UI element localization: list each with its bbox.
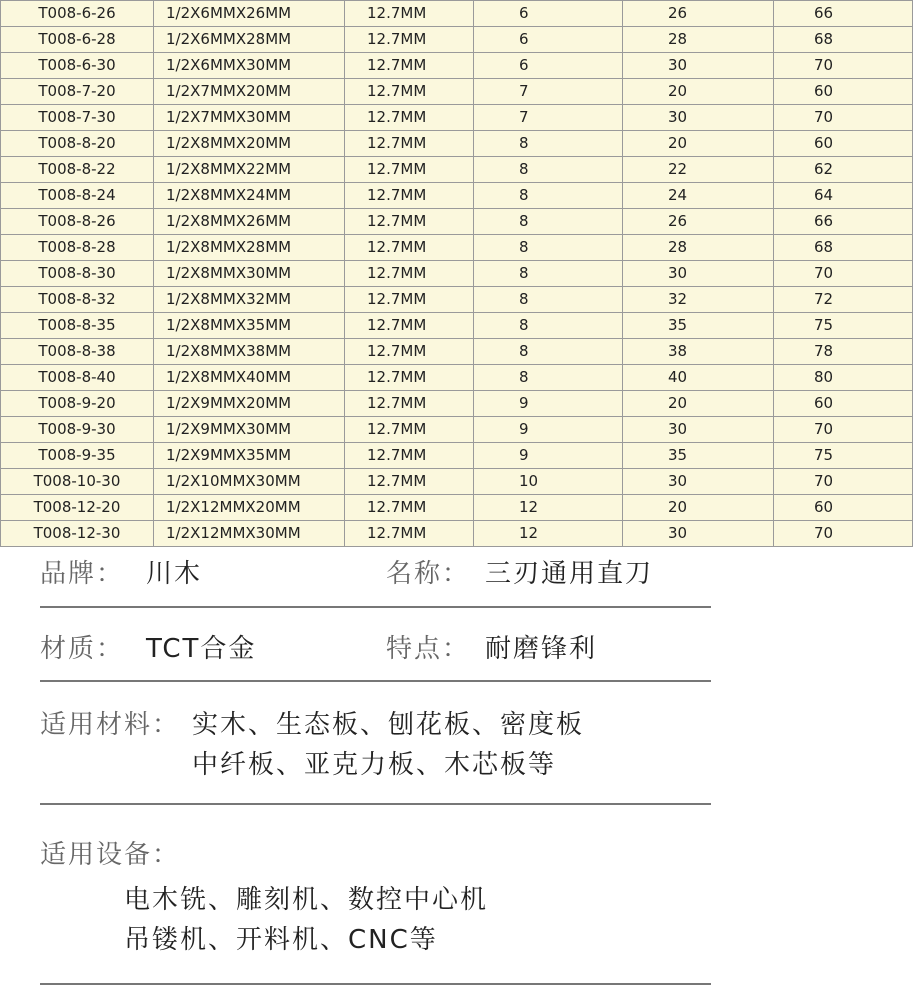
table-cell: T008-6-30	[1, 53, 154, 79]
table-cell: 8	[474, 209, 623, 235]
table-cell: 30	[623, 261, 774, 287]
table-cell: 8	[474, 183, 623, 209]
table-cell: 20	[623, 131, 774, 157]
table-cell: 1/2X8MMX32MM	[154, 287, 345, 313]
table-cell: 12.7MM	[345, 287, 474, 313]
feature-value: 耐磨锋利	[485, 634, 598, 664]
table-cell: 1/2X6MMX30MM	[154, 53, 345, 79]
table-cell: 8	[474, 339, 623, 365]
table-cell: 72	[774, 287, 913, 313]
table-cell: 1/2X8MMX40MM	[154, 365, 345, 391]
table-cell: T008-8-30	[1, 261, 154, 287]
table-cell: 8	[474, 157, 623, 183]
table-cell: 28	[623, 27, 774, 53]
table-cell: 12.7MM	[345, 261, 474, 287]
table-cell: 70	[774, 521, 913, 547]
table-cell: 20	[623, 391, 774, 417]
table-cell: T008-6-28	[1, 27, 154, 53]
table-row	[1, 183, 913, 209]
table-cell: 8	[474, 287, 623, 313]
table-cell: 60	[774, 79, 913, 105]
table-cell: 30	[623, 521, 774, 547]
table-cell: T008-10-30	[1, 469, 154, 495]
table-cell: 24	[623, 183, 774, 209]
table-cell: 9	[474, 417, 623, 443]
table-row	[1, 417, 913, 443]
table-cell: T008-8-22	[1, 157, 154, 183]
table-cell: T008-8-40	[1, 365, 154, 391]
table-cell: 1/2X8MMX20MM	[154, 131, 345, 157]
table-cell: 1/2X8MMX22MM	[154, 157, 345, 183]
table-cell: 12.7MM	[345, 495, 474, 521]
table-cell: 70	[774, 417, 913, 443]
table-row	[1, 521, 913, 547]
divider	[40, 983, 711, 985]
table-cell: 12.7MM	[345, 417, 474, 443]
applicable-equipment-label: 适用设备：	[40, 840, 181, 870]
divider	[40, 606, 711, 608]
table-row	[1, 157, 913, 183]
table-row	[1, 391, 913, 417]
table-cell: 40	[623, 365, 774, 391]
table-row	[1, 339, 913, 365]
table-cell: 66	[774, 209, 913, 235]
table-cell: 35	[623, 313, 774, 339]
table-cell: 12.7MM	[345, 183, 474, 209]
table-cell: 1/2X12MMX20MM	[154, 495, 345, 521]
table-cell: T008-8-28	[1, 235, 154, 261]
table-cell: 7	[474, 79, 623, 105]
table-cell: 35	[623, 443, 774, 469]
table-cell: 12.7MM	[345, 235, 474, 261]
table-cell: 60	[774, 495, 913, 521]
table-cell: T008-8-38	[1, 339, 154, 365]
table-cell: 28	[623, 235, 774, 261]
table-row	[1, 495, 913, 521]
table-cell: 12.7MM	[345, 365, 474, 391]
table-cell: 1/2X12MMX30MM	[154, 521, 345, 547]
table-cell: 1/2X7MMX30MM	[154, 105, 345, 131]
table-row	[1, 313, 913, 339]
table-cell: 60	[774, 131, 913, 157]
table-cell: 12.7MM	[345, 313, 474, 339]
table-cell: 12	[474, 495, 623, 521]
name-label: 名称：	[386, 559, 471, 589]
table-cell: T008-8-24	[1, 183, 154, 209]
table-cell: 26	[623, 209, 774, 235]
table-row	[1, 209, 913, 235]
table-cell: 30	[623, 469, 774, 495]
spec-table-body	[1, 1, 913, 547]
table-cell: 66	[774, 1, 913, 27]
table-cell: 30	[623, 417, 774, 443]
applicable-materials-label: 适用材料：	[40, 710, 181, 740]
table-cell: T008-8-26	[1, 209, 154, 235]
table-cell: 1/2X8MMX28MM	[154, 235, 345, 261]
table-cell: 12.7MM	[345, 209, 474, 235]
table-cell: T008-12-30	[1, 521, 154, 547]
material-label: 材质：	[40, 634, 125, 664]
table-cell: 12.7MM	[345, 131, 474, 157]
table-row	[1, 105, 913, 131]
divider	[40, 803, 711, 805]
table-cell: 12.7MM	[345, 1, 474, 27]
table-cell: 9	[474, 443, 623, 469]
applicable-equipment-line1: 电木铣、雕刻机、数控中心机	[124, 885, 489, 915]
table-cell: 7	[474, 105, 623, 131]
table-cell: T008-8-32	[1, 287, 154, 313]
table-cell: 70	[774, 105, 913, 131]
table-cell: 1/2X8MMX30MM	[154, 261, 345, 287]
table-cell: 1/2X9MMX30MM	[154, 417, 345, 443]
table-cell: 9	[474, 391, 623, 417]
table-row	[1, 287, 913, 313]
table-cell: T008-9-35	[1, 443, 154, 469]
table-cell: 60	[774, 391, 913, 417]
table-cell: 6	[474, 1, 623, 27]
table-cell: 22	[623, 157, 774, 183]
brand-label: 品牌：	[40, 559, 125, 589]
table-cell: T008-8-35	[1, 313, 154, 339]
feature-label: 特点：	[386, 634, 471, 664]
table-row	[1, 443, 913, 469]
table-cell: 12.7MM	[345, 391, 474, 417]
table-cell: 1/2X8MMX35MM	[154, 313, 345, 339]
table-cell: 70	[774, 53, 913, 79]
table-cell: 12.7MM	[345, 53, 474, 79]
table-cell: T008-12-20	[1, 495, 154, 521]
table-cell: 20	[623, 79, 774, 105]
table-row	[1, 261, 913, 287]
table-row	[1, 27, 913, 53]
table-cell: 12	[474, 521, 623, 547]
applicable-materials-line2: 中纤板、亚克力板、木芯板等	[192, 750, 557, 780]
table-cell: 12.7MM	[345, 79, 474, 105]
table-cell: T008-8-20	[1, 131, 154, 157]
table-cell: 30	[623, 53, 774, 79]
table-row	[1, 365, 913, 391]
applicable-materials-line1: 实木、生态板、刨花板、密度板	[192, 710, 585, 740]
table-cell: 1/2X6MMX28MM	[154, 27, 345, 53]
table-cell: 62	[774, 157, 913, 183]
applicable-equipment-line2: 吊镂机、开料机、CNC等	[124, 925, 438, 955]
table-cell: 12.7MM	[345, 105, 474, 131]
brand-value: 川木	[146, 559, 203, 589]
table-cell: 1/2X7MMX20MM	[154, 79, 345, 105]
name-value: 三刃通用直刀	[485, 559, 654, 589]
table-cell: T008-6-26	[1, 1, 154, 27]
table-cell: 8	[474, 365, 623, 391]
table-cell: 78	[774, 339, 913, 365]
table-cell: 1/2X10MMX30MM	[154, 469, 345, 495]
table-cell: T008-7-20	[1, 79, 154, 105]
table-cell: T008-7-30	[1, 105, 154, 131]
table-cell: T008-9-20	[1, 391, 154, 417]
table-cell: 12.7MM	[345, 521, 474, 547]
table-cell: 1/2X9MMX35MM	[154, 443, 345, 469]
table-cell: 26	[623, 1, 774, 27]
divider	[40, 680, 711, 682]
table-cell: 8	[474, 131, 623, 157]
table-row	[1, 53, 913, 79]
table-cell: 12.7MM	[345, 339, 474, 365]
table-cell: 38	[623, 339, 774, 365]
table-cell: 70	[774, 261, 913, 287]
table-cell: 75	[774, 313, 913, 339]
table-row	[1, 131, 913, 157]
table-cell: 64	[774, 183, 913, 209]
table-cell: 1/2X6MMX26MM	[154, 1, 345, 27]
table-row	[1, 1, 913, 27]
table-cell: 8	[474, 313, 623, 339]
table-cell: 30	[623, 105, 774, 131]
table-cell: 6	[474, 53, 623, 79]
table-cell: 75	[774, 443, 913, 469]
table-cell: 6	[474, 27, 623, 53]
table-cell: 12.7MM	[345, 443, 474, 469]
table-cell: T008-9-30	[1, 417, 154, 443]
table-cell: 12.7MM	[345, 27, 474, 53]
table-cell: 8	[474, 261, 623, 287]
table-cell: 20	[623, 495, 774, 521]
material-value: TCT合金	[146, 634, 257, 664]
table-cell: 1/2X9MMX20MM	[154, 391, 345, 417]
table-cell: 80	[774, 365, 913, 391]
table-cell: 68	[774, 235, 913, 261]
table-cell: 1/2X8MMX38MM	[154, 339, 345, 365]
table-cell: 68	[774, 27, 913, 53]
table-cell: 1/2X8MMX26MM	[154, 209, 345, 235]
table-cell: 10	[474, 469, 623, 495]
table-cell: 32	[623, 287, 774, 313]
table-cell: 8	[474, 235, 623, 261]
table-cell: 70	[774, 469, 913, 495]
table-cell: 12.7MM	[345, 157, 474, 183]
table-cell: 1/2X8MMX24MM	[154, 183, 345, 209]
table-cell: 12.7MM	[345, 469, 474, 495]
table-row	[1, 235, 913, 261]
table-row	[1, 469, 913, 495]
table-row	[1, 79, 913, 105]
